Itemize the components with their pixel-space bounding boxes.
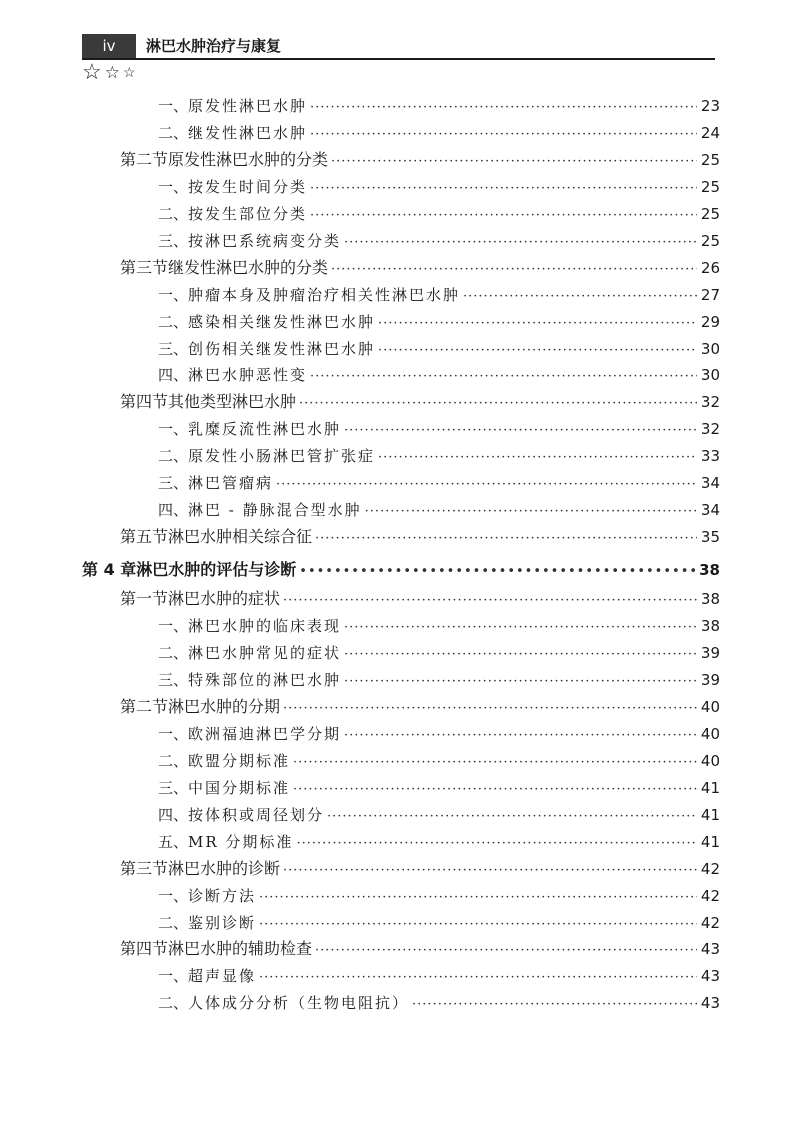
- toc-entry-title: 淋巴水肿恶性变: [188, 366, 308, 384]
- toc-entry-page: 43: [700, 967, 720, 985]
- toc-entry-title: 其他类型淋巴水肿: [168, 392, 297, 411]
- toc-entry-number: 三、: [158, 232, 189, 250]
- toc-entry-page: 42: [700, 914, 720, 932]
- toc-entry-page: 23: [700, 97, 720, 115]
- dot-leader: [310, 175, 697, 203]
- toc-entry-title: 欧洲福迪淋巴学分期: [188, 725, 342, 743]
- toc-entry-number: 一、: [158, 967, 189, 985]
- header-rule: [82, 58, 715, 60]
- dot-leader: [327, 803, 697, 831]
- toc-entry-number: 一、: [158, 420, 189, 438]
- toc-entry-title: 特殊部位的淋巴水肿: [188, 671, 342, 689]
- toc-entry-title: 按体积或周径划分: [188, 806, 325, 824]
- toc-entry-title: 原发性小肠淋巴管扩张症: [188, 447, 376, 465]
- toc-entry-number: 第三节: [120, 859, 169, 878]
- toc-entry-number: 二、: [158, 644, 189, 662]
- toc-entry-number: 一、: [158, 286, 189, 304]
- dot-leader: [299, 390, 697, 418]
- toc-entry-number: 二、: [158, 447, 189, 465]
- dot-leader: [344, 417, 697, 445]
- dot-leader: [276, 471, 697, 499]
- toc-entry-page: 25: [700, 151, 720, 169]
- toc-entry-title: MR 分期标准: [188, 833, 294, 851]
- toc-entry-number: 一、: [158, 97, 189, 115]
- dot-leader: [378, 444, 697, 472]
- toc-entry-number: 第五节: [120, 527, 169, 546]
- dot-leader: [293, 749, 697, 777]
- toc-entry-number: 一、: [158, 887, 189, 905]
- toc-entry-title: 淋巴管瘤病: [188, 474, 274, 492]
- toc-entry-title: 鉴别诊断: [188, 914, 257, 932]
- toc-entry-page: 38: [700, 590, 720, 608]
- toc-entry-number: 二、: [158, 994, 189, 1012]
- dot-leader: [315, 525, 697, 553]
- toc-entry-title: 感染相关继发性淋巴水肿: [188, 313, 376, 331]
- toc-entry-page: 34: [700, 501, 720, 519]
- dot-leader: [293, 776, 697, 804]
- toc-entry-page: 41: [700, 806, 720, 824]
- toc-subsection-entry[interactable]: [158, 909, 720, 937]
- toc-entry-number: 三、: [158, 474, 189, 492]
- toc-entry-title: 淋巴水肿的症状: [168, 589, 281, 608]
- toc-entry-page: 38: [699, 561, 720, 579]
- dot-leader: [310, 202, 697, 230]
- toc-subsection-entry[interactable]: [158, 962, 720, 990]
- toc-entry-page: 43: [700, 940, 720, 958]
- toc-section-entry[interactable]: [120, 146, 720, 174]
- dot-leader: [463, 283, 697, 311]
- toc-entry-page: 40: [700, 725, 720, 743]
- toc-entry-page: 42: [700, 887, 720, 905]
- toc-subsection-entry[interactable]: [158, 747, 720, 775]
- toc-entry-page: 39: [700, 644, 720, 662]
- toc-entry-page: 41: [700, 779, 720, 797]
- toc-section-entry[interactable]: [120, 693, 720, 721]
- dot-leader: [331, 256, 697, 284]
- toc-entry-title: 淋巴水肿的评估与诊断: [136, 560, 297, 579]
- toc-entry-title: 中国分期标准: [188, 779, 291, 797]
- toc-entry-number: 一、: [158, 178, 189, 196]
- toc-subsection-entry[interactable]: [158, 361, 720, 389]
- toc-entry-number: 一、: [158, 617, 189, 635]
- running-header: [82, 34, 715, 58]
- toc-entry-title: 乳糜反流性淋巴水肿: [188, 420, 342, 438]
- toc-entry-title: 按发生部位分类: [188, 205, 308, 223]
- toc-chapter-entry[interactable]: [82, 556, 720, 584]
- toc-subsection-entry[interactable]: [158, 469, 720, 497]
- toc-entry-page: 30: [700, 366, 720, 384]
- toc-entry-title: 创伤相关继发性淋巴水肿: [188, 340, 376, 358]
- dot-leader: [344, 229, 697, 257]
- toc-subsection-entry[interactable]: [158, 308, 720, 336]
- toc-entry-title: 淋巴水肿的分期: [168, 697, 281, 716]
- dot-leader: [259, 884, 697, 912]
- toc-entry-page: 40: [700, 752, 720, 770]
- star-rating-decoration: [82, 59, 136, 86]
- toc-entry-number: 第 4 章: [82, 560, 137, 579]
- dot-leader: [344, 722, 697, 750]
- toc-entry-page: 25: [700, 232, 720, 250]
- toc-entry-page: 30: [700, 340, 720, 358]
- toc-entry-number: 第四节: [120, 939, 169, 958]
- toc-entry-page: 43: [700, 994, 720, 1012]
- toc-subsection-entry[interactable]: [158, 335, 720, 363]
- toc-entry-title: 淋巴水肿的辅助检查: [168, 939, 313, 958]
- toc-entry-number: 四、: [158, 366, 189, 384]
- star-icon: ☆: [122, 64, 136, 81]
- toc-entry-number: 第二节: [120, 697, 169, 716]
- toc-entry-page: 24: [700, 124, 720, 142]
- toc-entry-number: 第一节: [120, 589, 169, 608]
- toc-entry-number: 二、: [158, 914, 189, 932]
- toc-entry-number: 三、: [158, 671, 189, 689]
- toc-entry-title: 继发性淋巴水肿的分类: [168, 258, 329, 277]
- dot-leader: [310, 363, 697, 391]
- toc-entry-page: 38: [700, 617, 720, 635]
- toc-entry-title: 欧盟分期标准: [188, 752, 291, 770]
- toc-entry-number: 四、: [158, 806, 189, 824]
- toc-entry-page: 26: [700, 259, 720, 277]
- dot-leader: [310, 121, 697, 149]
- dot-leader: [283, 587, 697, 615]
- toc-entry-title: 人体成分分析（生物电阻抗）: [188, 994, 410, 1012]
- toc-entry-page: 40: [700, 698, 720, 716]
- toc-entry-number: 一、: [158, 725, 189, 743]
- toc-entry-title: 淋巴水肿常见的症状: [188, 644, 342, 662]
- toc-subsection-entry[interactable]: [158, 720, 720, 748]
- toc-entry-page: 39: [700, 671, 720, 689]
- book-title: 淋巴水肿治疗与康复: [146, 37, 282, 55]
- toc-section-entry[interactable]: [120, 935, 720, 963]
- toc-subsection-entry[interactable]: [158, 119, 720, 147]
- dot-leader: [378, 310, 697, 338]
- toc-entry-number: 二、: [158, 124, 189, 142]
- toc-subsection-entry[interactable]: [158, 173, 720, 201]
- dot-leader: [283, 695, 697, 723]
- toc-subsection-entry[interactable]: [158, 415, 720, 443]
- toc-subsection-entry[interactable]: [158, 92, 720, 120]
- toc-entry-title: 原发性淋巴水肿的分类: [168, 150, 329, 169]
- toc-subsection-entry[interactable]: [158, 227, 720, 255]
- toc-section-entry[interactable]: [120, 585, 720, 613]
- toc-entry-title: 淋巴水肿相关综合征: [168, 527, 313, 546]
- dot-leader: [344, 668, 697, 696]
- star-icon: ☆: [104, 62, 120, 83]
- toc-subsection-entry[interactable]: [158, 639, 720, 667]
- toc-entry-page: 25: [700, 178, 720, 196]
- toc-entry-page: 35: [700, 528, 720, 546]
- toc-entry-title: 淋巴 - 静脉混合型水肿: [188, 501, 362, 519]
- toc-entry-number: 二、: [158, 205, 189, 223]
- page-number-box: iv: [82, 34, 136, 58]
- toc-entry-number: 二、: [158, 313, 189, 331]
- toc-entry-page: 34: [700, 474, 720, 492]
- toc-entry-title: 按淋巴系统病变分类: [188, 232, 342, 250]
- toc-entry-title: 按发生时间分类: [188, 178, 308, 196]
- toc-entry-page: 42: [700, 860, 720, 878]
- toc-subsection-entry[interactable]: [158, 989, 720, 1017]
- toc-entry-number: 第三节: [120, 258, 169, 277]
- toc-entry-page: 29: [700, 313, 720, 331]
- toc-entry-number: 第二节: [120, 150, 169, 169]
- toc-subsection-entry[interactable]: [158, 612, 720, 640]
- toc-subsection-entry[interactable]: [158, 801, 720, 829]
- toc-entry-number: 五、: [158, 833, 189, 851]
- toc-section-entry[interactable]: [120, 388, 720, 416]
- toc-entry-page: 27: [700, 286, 720, 304]
- toc-section-entry[interactable]: [120, 254, 720, 282]
- toc-entry-page: 32: [700, 420, 720, 438]
- dot-leader: [283, 857, 697, 885]
- toc-subsection-entry[interactable]: [158, 442, 720, 470]
- toc-entry-page: 41: [700, 833, 720, 851]
- dot-leader: [365, 498, 697, 526]
- dot-leader: [315, 937, 697, 965]
- toc-entry-number: 三、: [158, 340, 189, 358]
- dot-leader: [344, 614, 697, 642]
- dot-leader: [259, 964, 697, 992]
- star-icon: ☆: [82, 59, 102, 85]
- toc-entry-number: 四、: [158, 501, 189, 519]
- toc-entry-title: 淋巴水肿的临床表现: [188, 617, 342, 635]
- toc-entry-number: 二、: [158, 752, 189, 770]
- toc-entry-title: 超声显像: [188, 967, 257, 985]
- toc-subsection-entry[interactable]: [158, 666, 720, 694]
- toc-subsection-entry[interactable]: [158, 774, 720, 802]
- dot-leader: [344, 641, 697, 669]
- dot-leader: [296, 830, 697, 858]
- toc-section-entry[interactable]: [120, 523, 720, 551]
- toc-entry-title: 继发性淋巴水肿: [188, 124, 308, 142]
- dot-leader: [299, 558, 696, 586]
- dot-leader: [310, 94, 697, 122]
- toc-section-entry[interactable]: [120, 855, 720, 883]
- toc-entry-title: 原发性淋巴水肿: [188, 97, 308, 115]
- toc-entry-number: 第四节: [120, 392, 169, 411]
- dot-leader: [331, 148, 697, 176]
- dot-leader: [412, 991, 697, 1019]
- toc-entry-number: 三、: [158, 779, 189, 797]
- toc-subsection-entry[interactable]: [158, 496, 720, 524]
- toc-subsection-entry[interactable]: [158, 882, 720, 910]
- toc-entry-title: 淋巴水肿的诊断: [168, 859, 281, 878]
- toc-entry-page: 33: [700, 447, 720, 465]
- toc-subsection-entry[interactable]: [158, 828, 720, 856]
- toc-entry-page: 25: [700, 205, 720, 223]
- toc-entry-title: 诊断方法: [188, 887, 257, 905]
- toc-entry-title: 肿瘤本身及肿瘤治疗相关性淋巴水肿: [188, 286, 461, 304]
- toc-subsection-entry[interactable]: [158, 200, 720, 228]
- toc-entry-page: 32: [700, 393, 720, 411]
- toc-subsection-entry[interactable]: [158, 281, 720, 309]
